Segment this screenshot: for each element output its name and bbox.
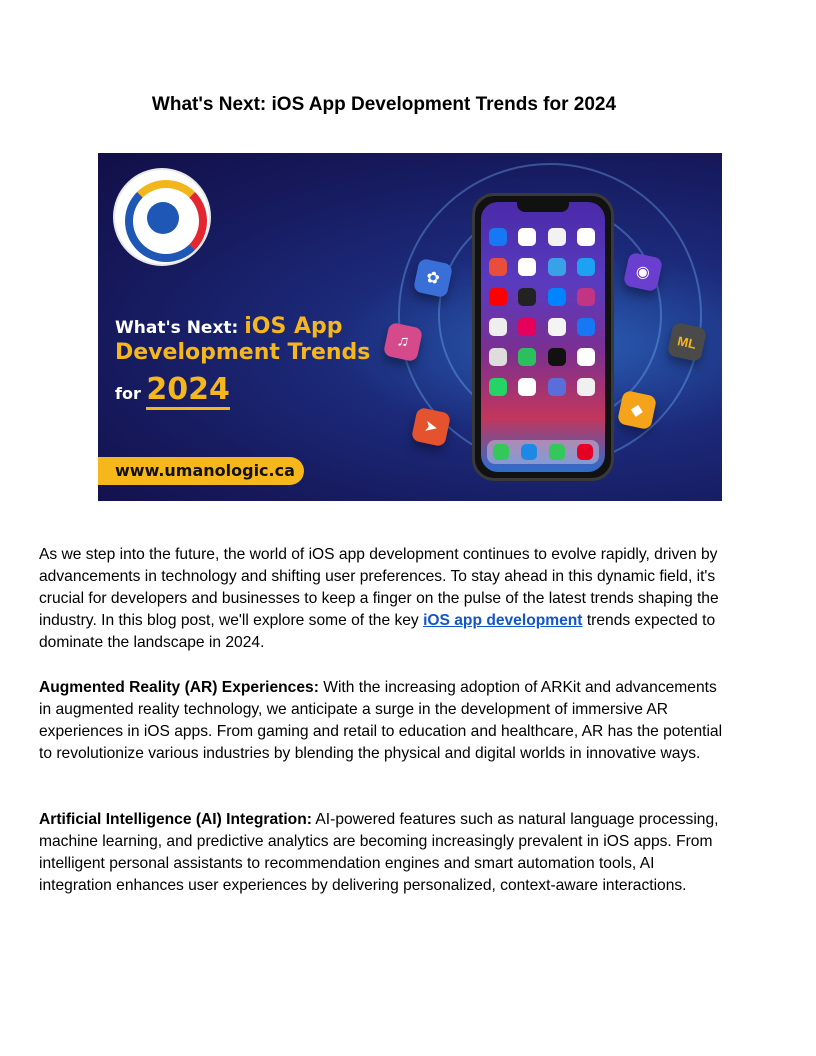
app-icon [489,378,507,396]
app-icon [548,348,566,366]
app-icon [548,258,566,276]
youtube-app-icon [518,228,536,246]
messages-app-icon [549,444,565,460]
app-icon [518,378,536,396]
app-icon [577,378,595,396]
safari-app-icon [521,444,537,460]
pinterest-app-icon [577,444,593,460]
app-icon [489,258,507,276]
ai-paragraph [39,809,729,897]
iphone-mockup [472,193,614,481]
app-icon [518,258,536,276]
ai-body: AI-powered features such as natural language processing, machine learning, and predictive analytics are becoming increasingly prevalent in iOS apps. From intelligent personal assistants to recommendation engines and smart automation tools, AI integration enhances user experiences by delivering personalized, context-aware interactions. [39,811,719,894]
music-app-icon: ♫ [383,322,423,362]
ar-paragraph [39,677,729,765]
ar-body: With the increasing adoption of ARKit and advancements in augmented reality technology, we anticipate a surge in the development of immersive AR experiences in iOS apps. From gaming and retail to education and healthcare, AR has the potential to revolutionize various industries by blending the physical and digital worlds in innovative ways. [39,679,723,762]
app-icon [577,348,595,366]
youtube-app-icon [489,288,507,306]
facebook-app-icon [577,318,595,336]
gmail-app-icon [577,228,595,246]
app-icon [489,318,507,336]
iphone-notch [517,202,569,212]
headline-line-3 [115,373,370,406]
siri-icon: ◉ [623,252,663,292]
app-icon [518,318,536,336]
facebook-app-icon [489,228,507,246]
headline-line-1 [115,314,343,339]
intro-text-before-link: As we step into the future, the world of iOS app development continues to evolve rapidly, driven by advancements in technology and shifting user preferences. To stay ahead in this dynamic field, it's crucial for developers and businesses to keep a finger on the pulse of the latest trends shaping the industry. In this blog post, we'll explore some of the key [39,546,719,629]
twitter-app-icon [577,258,595,276]
iphone-screen [481,202,605,472]
app-icon [518,348,536,366]
headline-for: for [115,384,141,404]
headline-line-2: Development Trends [115,340,371,366]
ar-heading: Augmented Reality (AR) Experiences: [39,679,319,696]
pinterest-app-icon [518,288,536,306]
app-icon [489,348,507,366]
hero-banner-image [98,153,722,501]
page-title: What's Next: iOS App Development Trends for 2024 [151,94,617,115]
logo-core [147,202,179,234]
banner-url: www.umanologic.ca [98,457,304,485]
shortcuts-icon: ◆ [617,390,657,430]
headline-year: 2024 [146,372,230,410]
headline-prefix: What's Next: [115,318,239,338]
intro-paragraph [39,544,729,654]
headline-highlight: iOS App [244,314,343,339]
swift-icon: ➤ [411,407,451,447]
ml-icon [667,322,707,362]
app-icon [577,288,595,306]
phone-app-icon [493,444,509,460]
banner-headline [115,315,370,406]
intro-text-after-link: trends expected to dominate the landscape in 2024. [39,612,716,651]
app-icon [548,318,566,336]
photos-app-icon: ✿ [413,258,453,298]
phone-dock [487,440,599,464]
app-grid [489,228,597,396]
company-logo [115,170,209,264]
ai-heading: Artificial Intelligence (AI) Integration: [39,811,312,828]
ios-app-development-link[interactable]: iOS app development [423,612,583,629]
app-icon [548,378,566,396]
messenger-app-icon [548,288,566,306]
ml-label: ML [676,332,698,352]
news-app-icon [548,228,566,246]
